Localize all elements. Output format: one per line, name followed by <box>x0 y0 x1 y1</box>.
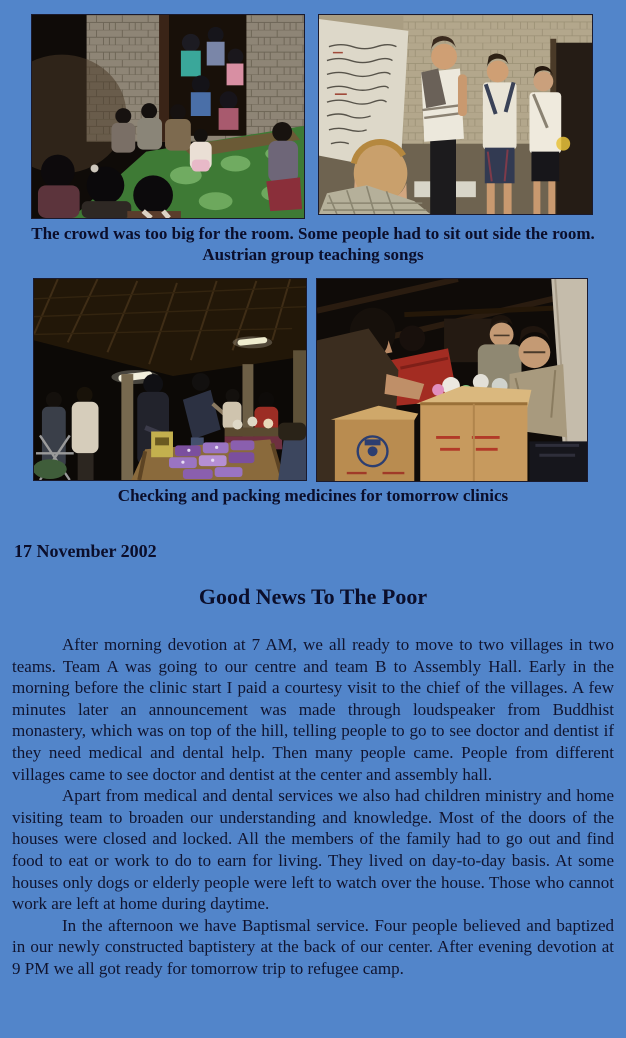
photo-austrian-group <box>318 14 593 215</box>
page-title: Good News To The Poor <box>198 584 428 609</box>
photo-row-1 <box>31 14 626 219</box>
crowd-room-illustration <box>32 15 304 218</box>
newsletter-page <box>0 14 626 1038</box>
paragraph-3: In the afternoon we have Baptismal service. Four people believed and baptized in our newly constructed baptistery at the back of our center. After evening devotion at 9 PM we all got ready for tomorrow trip to refugee camp. <box>12 915 614 978</box>
caption-row-1 <box>0 223 626 265</box>
photo-pavilion-packing <box>33 278 307 481</box>
medicine-boxes-illustration <box>317 279 587 481</box>
photo-medicine-boxes <box>316 278 588 482</box>
photo-row-2 <box>33 278 626 482</box>
caption-row-1-line-2: Austrian group teaching songs <box>202 245 424 264</box>
caption-row-2: Checking and packing medicines for tomorrow clinics <box>117 486 509 505</box>
austrian-group-illustration <box>319 15 592 214</box>
pavilion-illustration <box>34 279 306 480</box>
date-heading: 17 November 2002 <box>14 541 157 561</box>
paragraph-1: After morning devotion at 7 AM, we all ready to move to two villages in two teams. Team A was going to our centre and team B to Assembly Hall. Early in the morning before the clinic start I paid a courtesy visit to the chief of the villages. A few minutes later an announcement was made through loudspeaker from Buddhist monastery, which was on top of the hill, telling people to go to see doctor and dentist if they need medical and dental help. Then many people came. People from different villages came to see doctor and dentist at the center and assembly hall. <box>12 635 614 784</box>
paragraph-2: Apart from medical and dental services we also had children ministry and home visiting team to broaden our understanding and knowledge. Most of the doors of the houses were closed and locked. All the members of the family had to go out and find food to eat or work to do to earn for living. They lived on day-to-day basis. At some houses only dogs or elderly people were left to watch over the house. Those who cannot work are left at home during daytime. <box>12 786 614 914</box>
body-text <box>12 634 614 980</box>
photo-crowd-room <box>31 14 305 219</box>
caption-row-1-line-1: The crowd was too big for the room. Some people had to sit out side the room. <box>31 224 595 243</box>
